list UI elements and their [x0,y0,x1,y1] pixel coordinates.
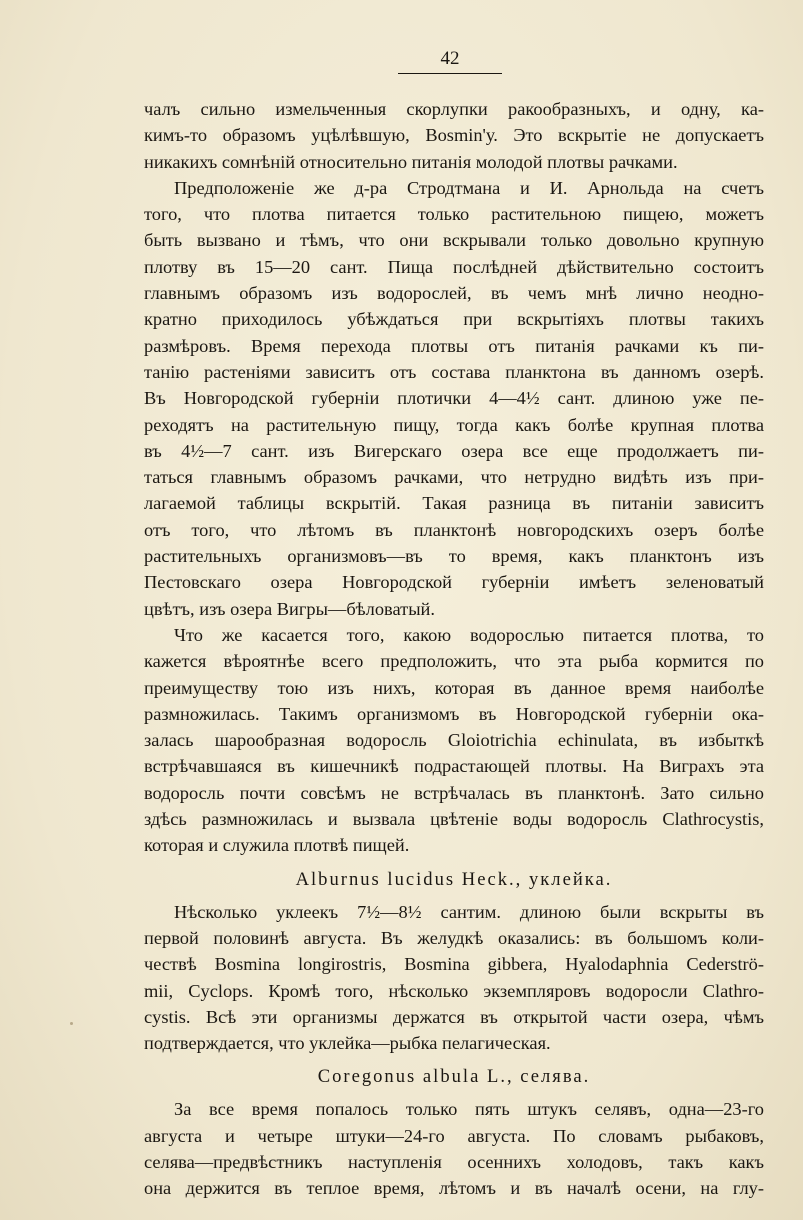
text-line: августа и четыре штуки—24-го августа. По словамъ рыбаковъ, [144,1125,764,1146]
paragraph-4 [144,899,764,1057]
text-line: залась шарообразная водоросль Gloiotrichia echinulata, въ избыткѣ [144,730,764,751]
text-line: mii, Cyclops. Кромѣ того, нѣсколько экземпляровъ водоросли Clathro- [144,980,764,1001]
text-line: водоросль почти совсѣмъ не встрѣчалась въ планктонѣ. Зато сильно [144,782,764,803]
text-line: первой половинѣ августа. Въ желудкѣ оказались: въ большомъ коли- [144,927,764,948]
text-line: здѣсь размножилась и вызвала цвѣтеніе воды водоросль Clathrocystis, [144,809,764,830]
text-line: селява—предвѣстникъ наступленія осеннихъ холодовъ, такъ какъ [144,1151,764,1172]
body-text [144,96,764,1202]
paragraph-1 [144,96,764,175]
text-line: растительныхъ организмовъ—въ то время, какъ планктонъ изъ [144,546,764,567]
text-line: кратно приходилось убѣждаться при вскрытіяхъ плотвы такихъ [144,309,764,330]
text-line: того, что плотва питается только растительною пищею, можетъ [144,204,764,225]
text-line: Пестовскаго озера Новгородской губерніи имѣетъ зеленоватый [144,572,764,593]
text-line: главнымъ образомъ изъ водорослей, въ чемъ мнѣ лично неодно- [144,283,764,304]
text-line: отъ того, что лѣтомъ въ планктонѣ новгородскихъ озеръ болѣе [144,519,764,540]
text-line: кажется вѣроятнѣе всего предположить, что эта рыба кормится по [144,651,764,672]
paragraph-5 [144,1096,764,1201]
page-number: 42 [440,48,460,69]
text-line: подтверждается, что уклейка—рыбка пелагическая. [144,1033,551,1054]
paragraph-3 [144,622,764,859]
section-heading-alburnus: Alburnus lucidus Heck., уклейка. [295,868,613,890]
text-line: таться главнымъ образомъ рачками, что нетрудно видѣть изъ при- [144,467,764,488]
text-line: чалъ сильно измельченныя скорлупки ракообразныхъ, и одну, ка- [144,99,764,119]
text-line: преимуществу тою изъ нихъ, которая въ данное время наиболѣе [144,677,764,698]
text-line: размножилась. Такимъ организмомъ въ Новгородской губерніи ока- [144,703,764,724]
text-line: которая и служила плотвѣ пищей. [144,835,410,856]
section-heading-coregonus: Coregonus albula L., селява. [317,1066,591,1088]
text-line: Что же касается того, какою водорослью питается плотва, то [174,624,764,645]
text-line: За все время попалось только пять штукъ селявъ, одна—23-го [174,1099,764,1120]
header-rule [398,73,502,74]
text-line: цвѣтъ, изъ озера Вигры—бѣловатый. [144,598,435,619]
text-line: кимъ-то образомъ уцѣлѣвшую, Bosmin'у. Это вскрытіе не допускаетъ [144,125,764,146]
text-line: реходятъ на растительную пищу, тогда какъ болѣе крупная плотва [144,414,764,435]
paper-speck [70,1022,73,1025]
text-line: встрѣчавшаяся въ кишечникѣ подрастающей плотвы. На Виграхъ эта [144,756,764,777]
text-line: Предположеніе же д-ра Стродтмана и И. Арнольда на счетъ [174,177,764,198]
text-line: лагаемой таблицы вскрытій. Такая разница въ питаніи зависитъ [144,493,764,514]
text-line: въ 4½—7 сант. изъ Вигерскаго озера все еще продолжаетъ пи- [144,440,764,461]
text-line: Въ Новгородской губерніи плотички 4—4½ сант. длиною уже пе- [144,388,764,409]
text-line: размѣровъ. Время перехода плотвы отъ питанія рачками къ пи- [144,335,764,356]
text-line: чествѣ Bosmina longirostris, Bosmina gibbera, Hyalodaphnia Cederströ- [144,954,764,975]
text-line: быть вызвано и тѣмъ, что они вскрывали только довольно крупную [144,230,764,251]
text-line: cystis. Всѣ эти организмы держатся въ открытой части озера, чѣмъ [144,1006,764,1027]
text-line: плотву въ 15—20 сант. Пища послѣдней дѣйствительно состоитъ [144,256,764,277]
paragraph-2 [144,175,764,622]
text-line: Нѣсколько уклеекъ 7½—8½ сантим. длиною были вскрыты въ [174,901,764,922]
text-line: танію растеніями зависитъ отъ состава планктона въ данномъ озерѣ. [144,361,764,382]
text-line: она держится въ теплое время, лѣтомъ и въ началѣ осени, на глу- [144,1178,764,1199]
text-line: никакихъ сомнѣній относительно питанія молодой плотвы рачками. [144,151,678,172]
